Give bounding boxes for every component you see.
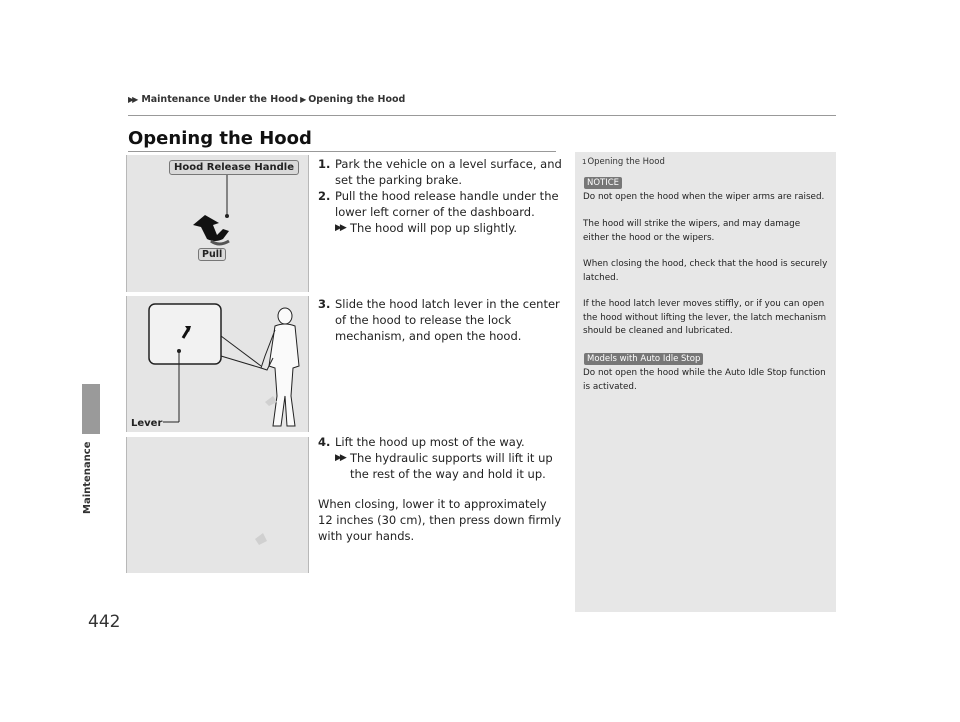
arrow-icon: ▶ [300, 95, 307, 104]
lever-label: Lever [131, 418, 163, 429]
notice-badge: NOTICE [584, 177, 622, 189]
section-tab [82, 384, 100, 434]
step-2: 2. Pull the hood release handle under the lower left corner of the dashboard. [318, 189, 559, 219]
note-title: 1Opening the Hood [582, 157, 665, 167]
notice-text-wipers: Do not open the hood when the wiper arms are raised. [583, 192, 825, 202]
title-rule [128, 151, 556, 152]
closing-instructions: When closing, lower it to approximately 12 inches (30 cm), then press down firmly with your hands. [318, 497, 562, 543]
hood-open-illustration [126, 437, 309, 573]
result-arrow-icon: ▶▶ [335, 453, 345, 463]
step-4: 4. Lift the hood up most of the way. [318, 435, 525, 449]
note-marker-icon: 1 [582, 158, 587, 166]
result-arrow-icon: ▶▶ [335, 223, 345, 233]
note-idle-stop: Do not open the hood while the Auto Idle Stop function is activated. [583, 368, 826, 392]
sub-step-hydraulic: ▶▶ The hydraulic supports will lift it up the rest of the way and hold it up. [335, 451, 553, 481]
section-tab-label: Maintenance [82, 441, 93, 515]
hood-release-illustration [126, 155, 309, 292]
note-closing-check: When closing the hood, check that the hood is securely latched. [583, 259, 828, 283]
models-badge: Models with Auto Idle Stop [584, 353, 703, 365]
notice-text-damage: The hood will strike the wipers, and may damage either the hood or the wipers. [583, 219, 801, 243]
note-stiff-lever: If the hood latch lever moves stiffly, or if you can open the hood without lifting the lever, the latch mechanism should be cleaned and lubricated. [583, 299, 827, 336]
sub-step-pop-up: ▶▶ The hood will pop up slightly. [335, 221, 518, 235]
breadcrumb-page[interactable]: Opening the Hood [308, 94, 406, 105]
header-rule [128, 115, 836, 116]
double-arrow-icon: ▶▶ [128, 95, 137, 104]
pull-label: Pull [198, 248, 226, 261]
breadcrumb-section[interactable]: Maintenance Under the Hood [141, 94, 299, 105]
hood-release-handle-label: Hood Release Handle [169, 160, 299, 175]
step-1: 1. Park the vehicle on a level surface, and set the parking brake. [318, 157, 562, 187]
page-title: Opening the Hood [128, 128, 312, 149]
step-3: 3. Slide the hood latch lever in the center of the hood to release the lock mechanism, and open the hood. [318, 297, 560, 343]
breadcrumb [128, 94, 405, 105]
hood-latch-illustration [126, 296, 309, 432]
page-number: 442 [88, 612, 121, 632]
